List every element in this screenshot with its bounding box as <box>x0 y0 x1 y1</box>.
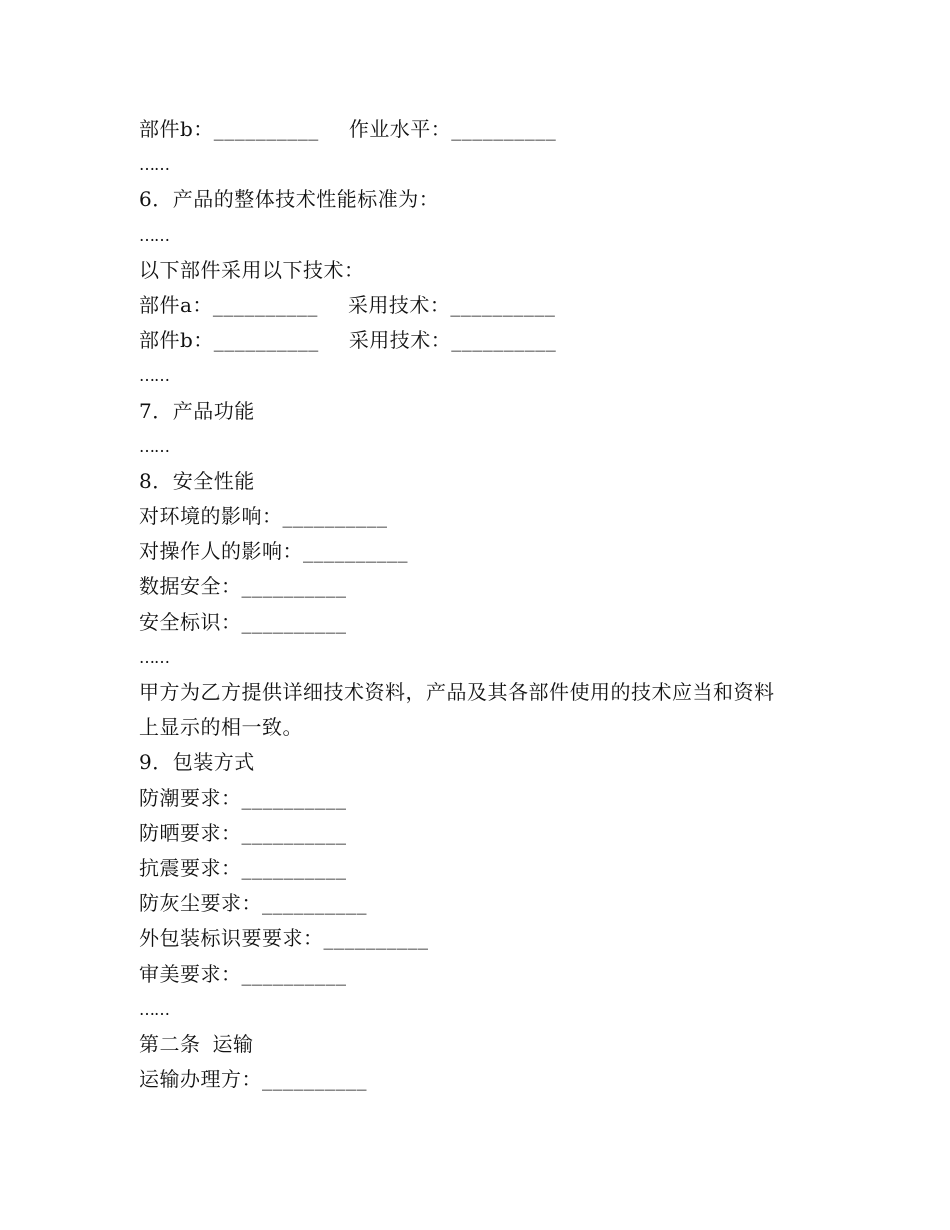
technical-docs-paragraph-line-1: 甲方为乙方提供详细技术资料，产品及其各部件使用的技术应当和资料 <box>139 680 775 704</box>
document-page <box>139 112 829 1097</box>
component-b-technology <box>139 323 829 358</box>
outer-packaging-mark-field: 外包装标识要要求：__________ <box>139 926 429 951</box>
section-7-heading: 7．产品功能 <box>139 398 255 423</box>
ellipsis: …… <box>139 999 169 1019</box>
shock-requirement-field: 抗震要求：__________ <box>139 855 347 880</box>
moisture-requirement-field: 防潮要求：__________ <box>139 785 347 810</box>
ellipsis: …… <box>139 436 169 456</box>
transport-handler-field: 运输办理方：__________ <box>139 1067 367 1092</box>
section-8-heading: 8．安全性能 <box>139 468 255 493</box>
ellipsis: …… <box>139 225 169 245</box>
section-9-heading: 9．包装方式 <box>139 750 255 775</box>
sun-requirement-field: 防晒要求：__________ <box>139 820 347 845</box>
aesthetic-requirement-field: 审美要求：__________ <box>139 961 347 986</box>
component-b-label: 部件b：__________ <box>139 328 319 353</box>
data-security-field: 数据安全：__________ <box>139 574 347 599</box>
component-a-label: 部件a：__________ <box>139 292 318 317</box>
safety-mark-field: 安全标识：__________ <box>139 609 347 634</box>
operator-impact-field: 对操作人的影响：__________ <box>139 539 408 564</box>
work-level-label: 作业水平：__________ <box>348 117 557 141</box>
article-number: 第二条 <box>139 1031 201 1056</box>
article-title: 运输 <box>212 1031 254 1056</box>
component-a-technology <box>139 288 829 323</box>
component-b-label: 部件b：__________ <box>139 117 319 141</box>
ellipsis: …… <box>139 155 169 175</box>
section-6-heading: 6．产品的整体技术性能标准为： <box>139 187 440 212</box>
article-2-heading <box>139 1027 829 1062</box>
ellipsis: …… <box>139 647 169 667</box>
technology-label: 采用技术：__________ <box>348 328 557 353</box>
ellipsis: …… <box>139 366 169 386</box>
technical-docs-paragraph-line-2: 上显示的相一致。 <box>139 715 303 740</box>
dust-requirement-field: 防灰尘要求：__________ <box>139 891 367 916</box>
environment-impact-field: 对环境的影响：__________ <box>139 504 388 529</box>
component-b-work-level <box>139 112 829 147</box>
technology-label: 采用技术：__________ <box>347 292 556 317</box>
technology-intro: 以下部件采用以下技术： <box>139 257 365 282</box>
